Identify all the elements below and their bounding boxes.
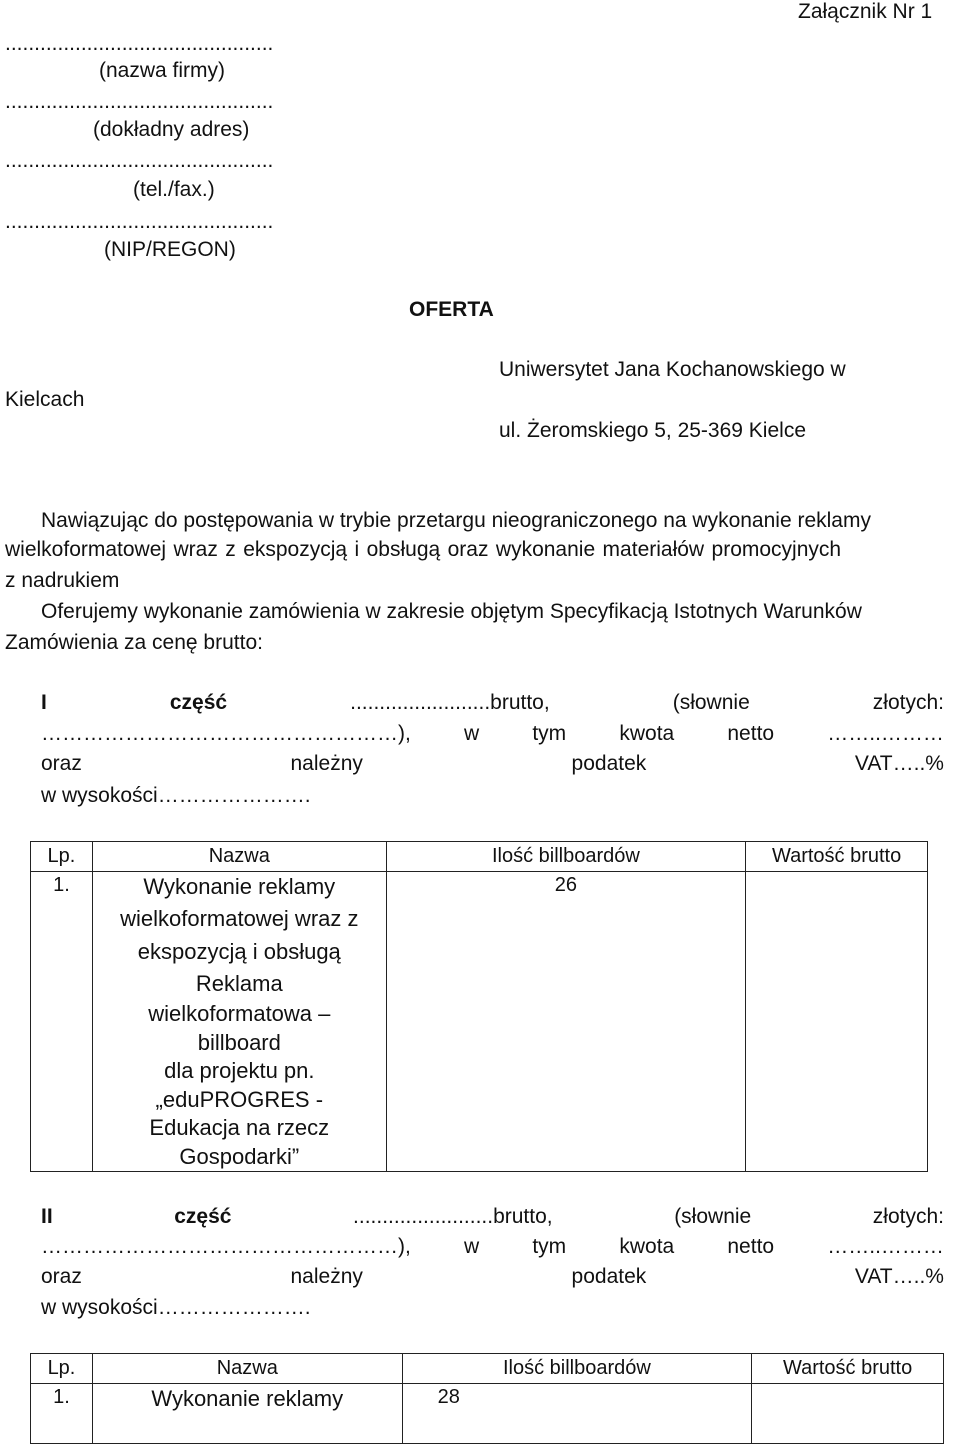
part1-oraz: oraz	[41, 752, 82, 775]
company-address-dots: ..............................................	[5, 90, 274, 113]
part1-name-line-4: Reklama	[195, 971, 283, 996]
table-row	[31, 1384, 944, 1444]
part2-zlotych: złotych:	[872, 1205, 944, 1228]
part2-netto-dots: ……..………	[827, 1235, 944, 1258]
part1-podatek: podatek	[571, 752, 647, 775]
part2-row-value	[752, 1384, 944, 1444]
recipient-line2: ul. Żeromskiego 5, 25-369 Kielce	[499, 419, 806, 442]
part2-word: część	[174, 1205, 232, 1228]
part1-name-line-1: Wykonanie reklamy	[143, 874, 336, 899]
part1-header-value: Wartość brutto	[746, 842, 928, 872]
part1-dots: ……………………………………………),	[41, 722, 411, 745]
part1-row-lp: 1.	[31, 872, 93, 1172]
part2-netto: netto	[727, 1235, 775, 1258]
part2-row-name	[92, 1384, 402, 1444]
part2-brutto: ........................brutto,	[353, 1205, 553, 1228]
company-address-label: (dokładny adres)	[93, 118, 250, 141]
part2-header-qty: Ilość billboardów	[402, 1354, 752, 1384]
part2-vat: VAT…..%	[854, 1265, 944, 1288]
part2-name-line-1: Wykonanie reklamy	[151, 1386, 344, 1411]
part1-row-value	[746, 872, 928, 1172]
part2-row-lp: 1.	[31, 1384, 93, 1444]
part1-name-line-8: „eduPROGRES -	[155, 1086, 324, 1112]
intro-line-5: Zamówienia za cenę brutto:	[5, 631, 263, 654]
part1-nalezny: należny	[290, 752, 363, 775]
company-phone-label: (tel./fax.)	[133, 178, 215, 201]
part2-nalezny: należny	[290, 1265, 363, 1288]
part2-header-value: Wartość brutto	[752, 1354, 944, 1384]
part2-oraz: oraz	[41, 1265, 82, 1288]
part1-row-qty: 26	[386, 872, 746, 1172]
part2-kwota: kwota	[619, 1235, 675, 1258]
part1-name-line-6: billboard	[197, 1029, 281, 1055]
part1-table	[30, 841, 928, 1172]
part1-name-line-7: dla projektu pn.	[164, 1058, 315, 1083]
intro-line-4: Oferujemy wykonanie zamówienia w zakresie objętym Specyfikacją Istotnych Warunków	[41, 600, 862, 623]
part1-netto-dots: ……..………	[827, 722, 944, 745]
recipient-line1-wrap: Kielcach	[5, 388, 85, 411]
intro-line-2-text: wielkoformatowej wraz z ekspozycją i obsługą oraz wykonanie materiałów promocyjnych	[5, 538, 842, 561]
part2-podatek: podatek	[571, 1265, 647, 1288]
part2-w: w	[464, 1235, 480, 1258]
part1-vat: VAT…..%	[854, 752, 944, 775]
part1-wysokosci: w wysokości………………….	[41, 784, 311, 807]
intro-line-3: z nadrukiem	[5, 569, 120, 592]
part1-label: I	[41, 691, 47, 714]
offer-title: OFERTA	[409, 298, 494, 321]
part2-table	[30, 1353, 944, 1444]
company-nip-dots: ..............................................	[5, 210, 274, 233]
part2-header-name: Nazwa	[92, 1354, 402, 1384]
company-phone-dots: ..............................................	[5, 149, 274, 172]
part2-header-lp: Lp.	[31, 1354, 93, 1384]
part1-header-name: Nazwa	[92, 842, 386, 872]
part1-netto: netto	[727, 722, 775, 745]
part1-slownie: (słownie	[672, 691, 750, 714]
part1-name-line-9: Edukacja na rzecz	[149, 1115, 330, 1140]
part1-line1	[41, 688, 944, 718]
part1-brutto: ........................brutto,	[350, 691, 550, 714]
part1-tym: tym	[532, 722, 567, 745]
part1-name-line-5: wielkoformatowa –	[148, 1001, 331, 1026]
part1-word: część	[169, 691, 228, 714]
part1-row-name	[92, 872, 386, 1172]
part2-tym: tym	[532, 1235, 567, 1258]
part2-row-qty: 28	[402, 1384, 752, 1444]
part1-zlotych: złotych:	[872, 691, 944, 714]
attachment-label: Załącznik Nr 1	[798, 0, 933, 23]
part2-line3	[41, 1262, 944, 1292]
part1-table-header	[31, 842, 928, 872]
part1-line2	[41, 719, 944, 749]
part2-label: II	[41, 1205, 53, 1228]
part1-header-qty: Ilość billboardów	[386, 842, 746, 872]
part1-name-line-2: wielkoformatowej wraz z	[120, 906, 359, 931]
part1-name-line-3: ekspozycją i obsługą	[137, 939, 341, 964]
part1-w: w	[464, 722, 480, 745]
part2-table-header	[31, 1354, 944, 1384]
intro-line-2	[5, 535, 944, 565]
part1-line3	[41, 749, 944, 779]
company-nip-label: (NIP/REGON)	[104, 238, 236, 261]
intro-line-1: Nawiązując do postępowania w trybie przetargu nieograniczonego na wykonanie reklamy	[41, 509, 871, 532]
part2-wysokosci: w wysokości………………….	[41, 1296, 311, 1319]
company-name-label: (nazwa firmy)	[99, 59, 226, 82]
part2-line2	[41, 1232, 944, 1262]
part2-dots: ……………………………………………),	[41, 1235, 411, 1258]
company-name-dots: ..............................................	[5, 32, 274, 55]
part2-slownie: (słownie	[674, 1205, 752, 1228]
part1-header-lp: Lp.	[31, 842, 93, 872]
recipient-line1: Uniwersytet Jana Kochanowskiego w	[499, 358, 846, 381]
part1-name-line-10: Gospodarki”	[179, 1143, 300, 1169]
table-row	[31, 872, 928, 1172]
part1-kwota: kwota	[619, 722, 675, 745]
part2-line1	[41, 1202, 944, 1232]
